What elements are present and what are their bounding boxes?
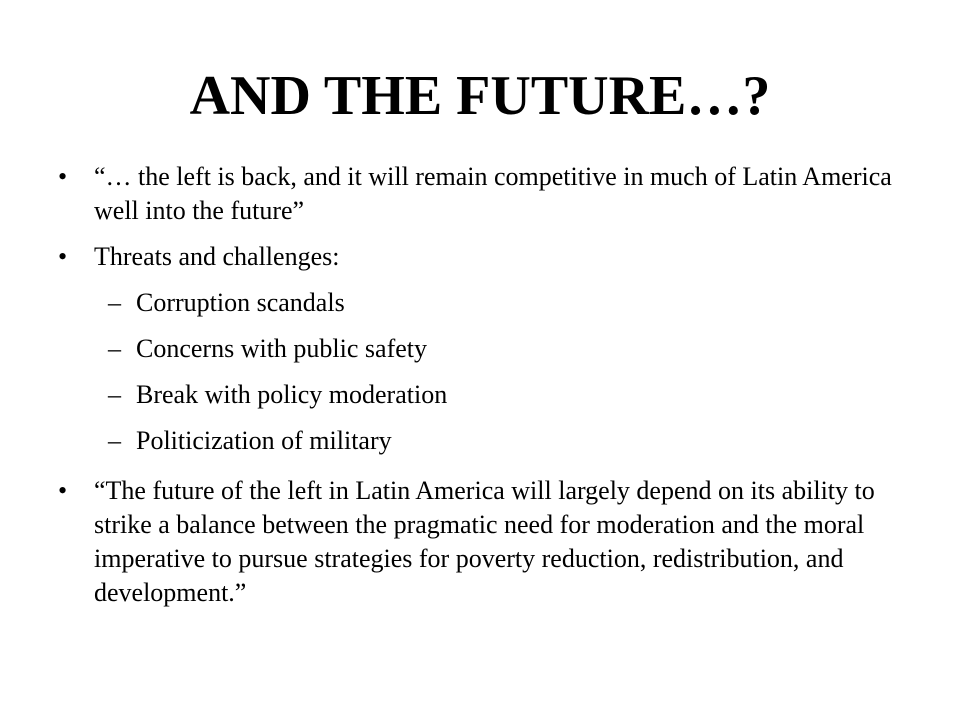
bullet-list <box>58 160 908 610</box>
sub-item-text: Break with policy moderation <box>136 380 448 409</box>
bullet-item-quote-left-back <box>58 160 908 228</box>
slide-title: AND THE FUTURE…? <box>189 65 771 127</box>
sub-item-text: Corruption scandals <box>136 288 345 317</box>
bullet-item-quote-future <box>58 474 908 610</box>
sub-item-policy-moderation <box>58 378 908 412</box>
dash-marker: – <box>108 380 121 409</box>
sub-item-text: Politicization of military <box>136 426 392 455</box>
sub-item-military <box>58 424 908 458</box>
bullet-marker: • <box>58 242 68 271</box>
bullet-text: Threats and challenges: <box>94 242 340 271</box>
bullet-marker: • <box>58 476 68 505</box>
sub-item-public-safety <box>58 332 908 366</box>
bullet-text: “The future of the left in Latin America will largely depend on its ability to strike a balance between the pragmatic need for moderation and the moral imperative to pursue strategies for poverty reduction, redistribution, and development.” <box>94 476 875 607</box>
dash-marker: – <box>108 426 121 455</box>
sub-item-corruption <box>58 286 908 320</box>
bullet-item-threats <box>58 240 908 274</box>
dash-marker: – <box>108 288 121 317</box>
bullet-marker: • <box>58 162 68 191</box>
dash-marker: – <box>108 334 121 363</box>
bullet-text: “… the left is back, and it will remain competitive in much of Latin America well into the future” <box>94 162 892 225</box>
sub-item-text: Concerns with public safety <box>136 334 427 363</box>
